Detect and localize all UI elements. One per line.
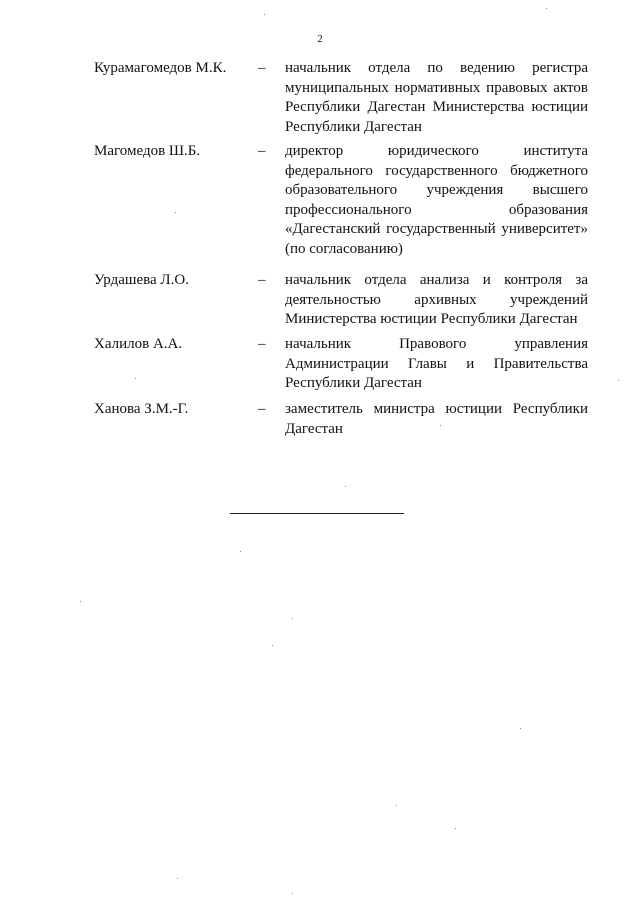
page-number: 2 <box>317 33 323 45</box>
scan-speck <box>292 618 293 619</box>
scan-speck <box>455 828 456 829</box>
scan-speck <box>292 893 293 894</box>
scan-speck <box>264 14 265 15</box>
scan-speck <box>272 645 273 646</box>
member-position: начальник отдела анализа и контроля за деятельностью архивных учреждений Министерства юстиции Республики Дагестан <box>285 272 588 327</box>
member-dash: – <box>258 401 266 417</box>
closing-divider <box>230 513 404 514</box>
member-name: Курамагомедов М.К. <box>94 60 227 76</box>
scan-speck <box>177 878 178 879</box>
member-position: начальник отдела по ведению регистра муниципальных нормативных правовых актов Республики Дагестан Министерства юстиции Республики Дагестан <box>285 60 588 135</box>
scan-speck <box>396 805 397 806</box>
scan-speck <box>618 380 619 381</box>
member-entry-kuramagomedov <box>94 59 588 137</box>
member-position: начальник Правового управления Администрации Главы и Правительства Республики Дагестан <box>285 336 588 391</box>
member-name: Урдашева Л.О. <box>94 272 189 288</box>
scan-speck <box>345 486 346 487</box>
scan-speck <box>240 551 241 552</box>
member-entry-khalilov <box>94 335 588 394</box>
member-entry-urdasheva <box>94 271 588 330</box>
member-entry-khanova <box>94 400 588 439</box>
scan-speck <box>546 8 547 9</box>
scan-speck <box>135 378 136 379</box>
member-dash: – <box>258 60 266 76</box>
member-name: Магомедов Ш.Б. <box>94 143 201 159</box>
scan-speck <box>440 425 441 426</box>
scan-speck <box>80 601 81 602</box>
member-position: заместитель министра юстиции Республики Дагестан <box>285 401 588 437</box>
member-name: Халилов А.А. <box>94 336 183 352</box>
member-dash: – <box>258 143 266 159</box>
member-name: Ханова З.М.-Г. <box>94 401 189 417</box>
member-dash: – <box>258 272 266 288</box>
scan-speck <box>175 212 176 213</box>
member-position: директор юридического института федерального государственного бюджетного образовательного учреждения высшего профессионального образования «Дагестанский государственный университет» (по согласованию) <box>285 143 588 257</box>
member-entry-magomedov <box>94 142 588 259</box>
member-dash: – <box>258 336 266 352</box>
scan-speck <box>520 728 521 729</box>
